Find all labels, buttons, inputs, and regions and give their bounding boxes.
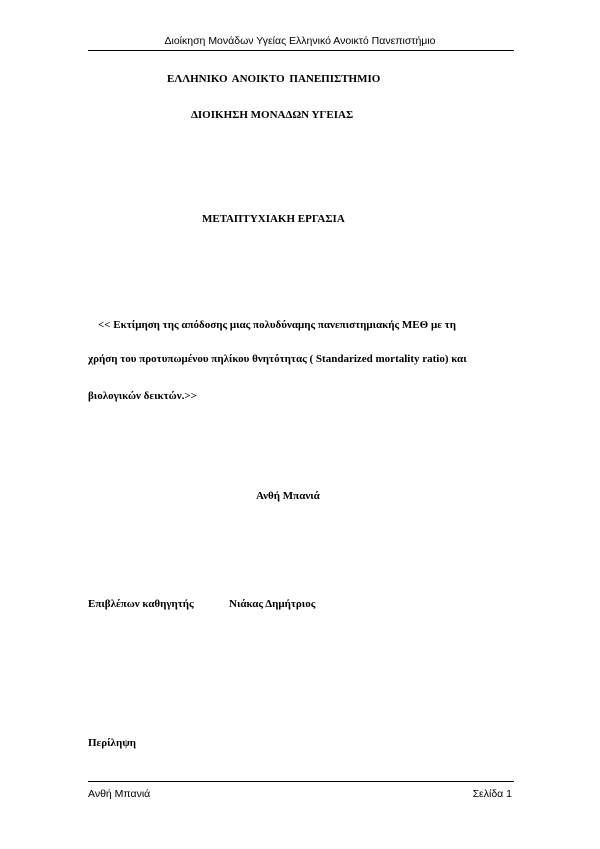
thesis-title-line: χρήση του προτυπωμένου πηλίκου θνητότητας ( Standarized mortality ratio) και (88, 353, 467, 365)
thesis-type: ΜΕΤΑΠΤΥΧΙΑΚΗ ΕΡΓΑΣΙΑ (202, 213, 345, 225)
thesis-title-line: βιολογικών δεικτών.>> (88, 390, 197, 402)
abstract-heading: Περίληψη (88, 737, 137, 749)
supervisor-label: Επιβλέπων καθηγητής (88, 598, 194, 610)
supervisor-name: Νιάκας Δημήτριος (229, 598, 316, 610)
footer-author: Ανθή Μπανιά (88, 788, 151, 800)
university-name: ΕΛΛΗΝΙΚΟ ΑΝΟΙΚΤΟ ΠΑΝΕΠΙΣΤΗΜΙΟ (167, 73, 381, 85)
thesis-title-line: << Εκτίμηση της απόδοσης μιας πολυδύναμης πανεπιστημιακής ΜΕΘ με τη (98, 319, 456, 331)
running-header: Διοίκηση Μονάδων Υγείας Ελληνικό Ανοικτό Πανεπιστήμιο (164, 35, 436, 47)
department-name: ΔΙΟΙΚΗΣΗ ΜΟΝΑΔΩΝ ΥΓΕΙΑΣ (191, 109, 354, 121)
page-number: Σελίδα 1 (472, 788, 512, 800)
author-name: Ανθή Μπανιά (256, 490, 320, 502)
footer-divider (88, 781, 514, 782)
header-divider (88, 50, 514, 51)
